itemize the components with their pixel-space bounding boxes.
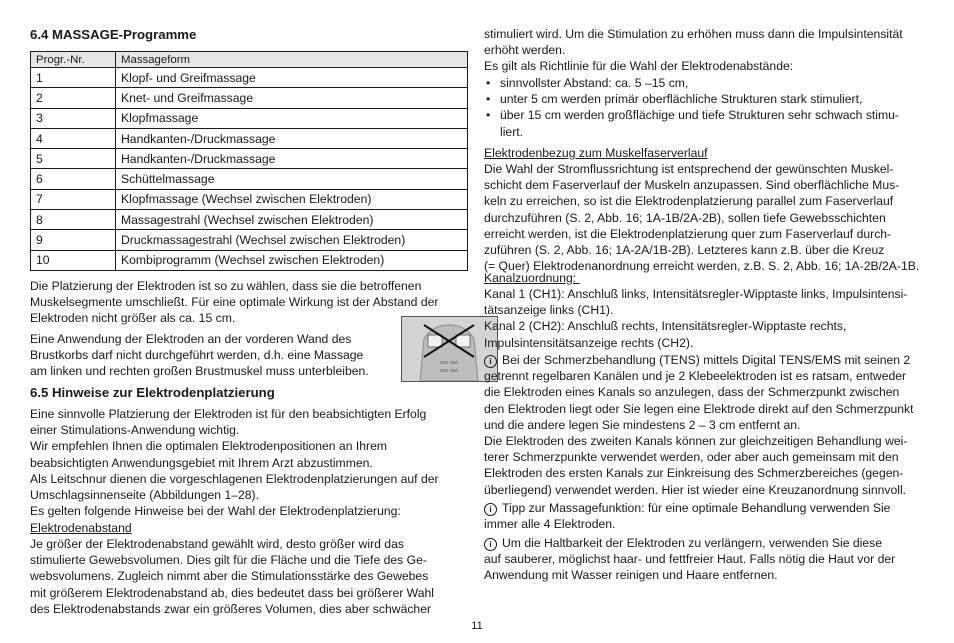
text-line: erhöht werden. [484, 43, 566, 58]
text-line: websvolumens. Zugleich nimmt aber die Stimulationsstärke des Gewebes [30, 569, 429, 584]
subheading-electrode-distance: Elektrodenabstand [30, 521, 132, 535]
table-header-row [31, 52, 468, 68]
table-row [31, 250, 468, 270]
program-number-cell: 3 [31, 108, 116, 128]
massage-form-cell: Handkanten-/Druckmassage [116, 149, 468, 169]
text-line: Tipp zur Massagefunktion: für eine optimale Behandlung verwenden Sie [502, 501, 891, 515]
text-line: des Elektrodenabstands zwar ein größeres Volumen, dies aber schwächer [30, 601, 432, 616]
massage-form-cell: Druckmassagestrahl (Wechsel zwischen Elektroden) [116, 230, 468, 250]
paragraph-channel-assignment [484, 286, 924, 351]
paragraph-placement-hints [30, 406, 468, 519]
program-number-cell: 5 [31, 149, 116, 169]
list-item: • unter 5 cm werden primär oberflächliche Strukturen stark stimuliert, [484, 91, 924, 107]
text-line [484, 500, 924, 516]
subheading-muscle-fiber: Elektrodenbezug zum Muskelfaserverlauf [484, 146, 708, 160]
text-line: Die Wahl der Stromflussrichtung ist entsprechend der gewünschten Muskel- [484, 162, 894, 176]
text-line: auf sauberer, möglichst haar- und fettfreier Haut. Falls nötig die Haut vor der [484, 552, 896, 567]
text-line: Kanal 1 (CH1): Anschluß links, Intensitätsregler-Wipptaste links, Impulsintensi- [484, 287, 908, 301]
program-number-cell: 4 [31, 128, 116, 148]
text-line: immer alle 4 Elektroden. [484, 517, 616, 532]
program-number-cell: 10 [31, 250, 116, 270]
table-row [31, 108, 468, 128]
text-line: Um die Haltbarkeit der Elektroden zu verlängern, verwenden Sie diese [502, 536, 883, 550]
text-line [484, 352, 924, 368]
text-line: beabsichtigten Anwendungsgebiet mit Ihrem Arzt abzustimmen. [30, 455, 373, 470]
massage-form-cell: Klopfmassage [116, 108, 468, 128]
text-line: Es gilt als Richtlinie für die Wahl der Elektrodenabstände: [484, 59, 794, 74]
text-line: Je größer der Elektrodenabstand gewählt wird, desto größer wird das [30, 537, 404, 551]
program-number-cell: 2 [31, 88, 116, 108]
subheading-channel-assignment: Kanalzuordnung: [484, 271, 580, 285]
column-header-massage-form: Massageform [116, 52, 468, 68]
text-line: am linken und rechten großen Brustmuskel muss unterbleiben. [30, 364, 369, 379]
text-line: überliegend) verwendet werden. Hier ist wieder eine Kreuzanordnung sinnvoll. [484, 482, 907, 497]
text-line: liert. [500, 124, 524, 139]
paragraph-electrode-durability [484, 535, 924, 584]
text-line: zuführen (S. 2, Abb. 16; 1A-2A/1B-2B). Letzteres kann z.B. über die Kreuz [484, 243, 885, 258]
text-line: Umschlagsinnenseite (Abbildungen 1–28). [30, 488, 259, 503]
text-line: Elektroden des ersten Kanals zur Einkreisung des Schmerzbereiches (gegen- [484, 466, 904, 481]
text-line: Kanal 2 (CH2): Anschluß rechts, Intensitätsregler-Wipptaste rechts, [484, 319, 847, 334]
massage-form-cell: Massagestrahl (Wechsel zwischen Elektroden) [116, 210, 468, 230]
paragraph-stimulation-intensity [484, 26, 924, 75]
text-line: die Elektroden eines Kanals so anzulegen, dass der Schmerzpunkt zwischen [484, 385, 900, 400]
text-line: und die andere legen Sie mindestens 2 – 3 cm entfernt an. [484, 417, 801, 432]
text-line: terer Schmerzpunkte verwendet werden, oder aber auch gemeinsam mit den [484, 450, 899, 465]
paragraph-muscle-fiber [484, 161, 924, 274]
section-heading-electrode-placement: 6.5 Hinweise zur Elektrodenplatzierung [30, 385, 275, 400]
text-line: Impulsintensitätsanzeige rechts (CH2). [484, 335, 694, 350]
table-row [31, 128, 468, 148]
info-circle-icon: i [484, 503, 497, 516]
text-line: Anwendung mit Wasser reinigen und Haare entfernen. [484, 568, 778, 583]
section-heading-massage-programme: 6.4 MASSAGE-Programme [30, 27, 197, 42]
program-number-cell: 9 [31, 230, 116, 250]
massage-form-cell: Klopfmassage (Wechsel zwischen Elektroden) [116, 189, 468, 209]
text-line: Als Leitschnur dienen die vorgeschlagenen Elektrodenplatzierungen auf der [30, 471, 439, 486]
text-line: über 15 cm werden großflächige und tiefe Strukturen sehr schwach stimu- [500, 108, 899, 123]
table-row [31, 68, 468, 88]
program-number-cell: 6 [31, 169, 116, 189]
text-line: Die Platzierung der Elektroden ist so zu wählen, dass sie die betroffenen [30, 279, 422, 293]
text-line: Eine Anwendung der Elektroden an der vorderen Wand des [30, 332, 352, 346]
paragraph-chest-warning [30, 331, 395, 380]
massage-form-cell: Klopf- und Greifmassage [116, 68, 468, 88]
text-line: getrennt regelbaren Kanälen und je 2 Klebeelektroden ist es ratsam, entweder [484, 369, 907, 384]
program-number-cell: 8 [31, 210, 116, 230]
info-circle-icon: i [484, 355, 497, 368]
column-header-program-number: Progr.-Nr. [31, 52, 116, 68]
list-item: • sinnvollster Abstand: ca. 5 –15 cm, [484, 75, 924, 91]
paragraph-massage-tip [484, 500, 924, 532]
text-line: einer Stimulations-Anwendung wichtig. [30, 423, 240, 438]
text-line: tätsanzeige links (CH1). [484, 303, 614, 318]
text-line: keln zu erreichen, so ist die Elektrodenplatzierung parallel zum Faserverlauf [484, 194, 894, 209]
table-row [31, 149, 468, 169]
list-item [484, 107, 924, 139]
text-line [484, 535, 924, 551]
paragraph-tens-treatment [484, 352, 924, 498]
text-line: Die Elektroden des zweiten Kanals können zur gleichzeitigen Behandlung wei- [484, 434, 908, 449]
massage-form-cell: Knet- und Greifmassage [116, 88, 468, 108]
table-row [31, 88, 468, 108]
table-row [31, 169, 468, 189]
massage-form-cell: Handkanten-/Druckmassage [116, 128, 468, 148]
massage-form-cell: Kombiprogramm (Wechsel zwischen Elektroden) [116, 250, 468, 270]
paragraph-electrode-distance [30, 536, 468, 617]
info-circle-icon: i [484, 538, 497, 551]
text-line: Bei der Schmerzbehandlung (TENS) mittels Digital TENS/EMS mit seinen 2 [502, 353, 911, 367]
text-line: erreicht werden, ist die Elektrodenplatzierung quer zum Faserverlauf durch- [484, 226, 892, 241]
text-line: durchzuführen (S. 2, Abb. 16; 1A-1B/2A-2B), sollen tiefe Gewebsschichten [484, 210, 886, 225]
text-line: Es gelten folgende Hinweise bei der Wahl der Elektrodenplatzierung: [30, 504, 401, 519]
program-number-cell: 7 [31, 189, 116, 209]
text-line: Eine sinnvolle Platzierung der Elektroden ist für den beabsichtigten Erfolg [30, 407, 427, 421]
text-line: Elektroden nicht größer als ca. 15 cm. [30, 311, 236, 326]
text-line: den Elektroden liegt oder Sie legen eine Elektrode direkt auf den Schmerzpunkt [484, 401, 914, 416]
massage-programme-table [30, 51, 468, 271]
text-line: Wir empfehlen Ihnen die optimalen Elektrodenpositionen an Ihrem [30, 439, 388, 454]
table-row [31, 230, 468, 250]
program-number-cell: 1 [31, 68, 116, 88]
text-line: Muskelsegmente umschließt. Für eine optimale Wirkung ist der Abstand der [30, 295, 439, 310]
text-line: stimulierte Gewebsvolumen. Dies gilt für die Fläche und die Tiefe des Ge- [30, 553, 427, 568]
text-line: (= Quer) Elektrodenanordnung erreicht werden, z.B. S. 2, Abb. 16; 1A-2B/2A-1B. [484, 259, 920, 274]
text-line: mit größerem Elektrodenabstand ab, dies bedeutet dass bei größerer Wahl [30, 585, 434, 600]
torso-crossed-electrodes-icon [402, 317, 497, 381]
text-line: schicht dem Faserverlauf der Muskeln anzupassen. Sind oberflächliche Mus- [484, 178, 900, 193]
page-number: 11 [471, 620, 483, 632]
table-row [31, 189, 468, 209]
distance-guideline-list [484, 75, 924, 140]
massage-form-cell: Schüttelmassage [116, 169, 468, 189]
text-line: Brustkorbs darf nicht durchgeführt werden, d.h. eine Massage [30, 348, 364, 363]
text-line: stimuliert wird. Um die Stimulation zu erhöhen muss dann die Impulsintensität [484, 27, 903, 41]
table-row [31, 210, 468, 230]
